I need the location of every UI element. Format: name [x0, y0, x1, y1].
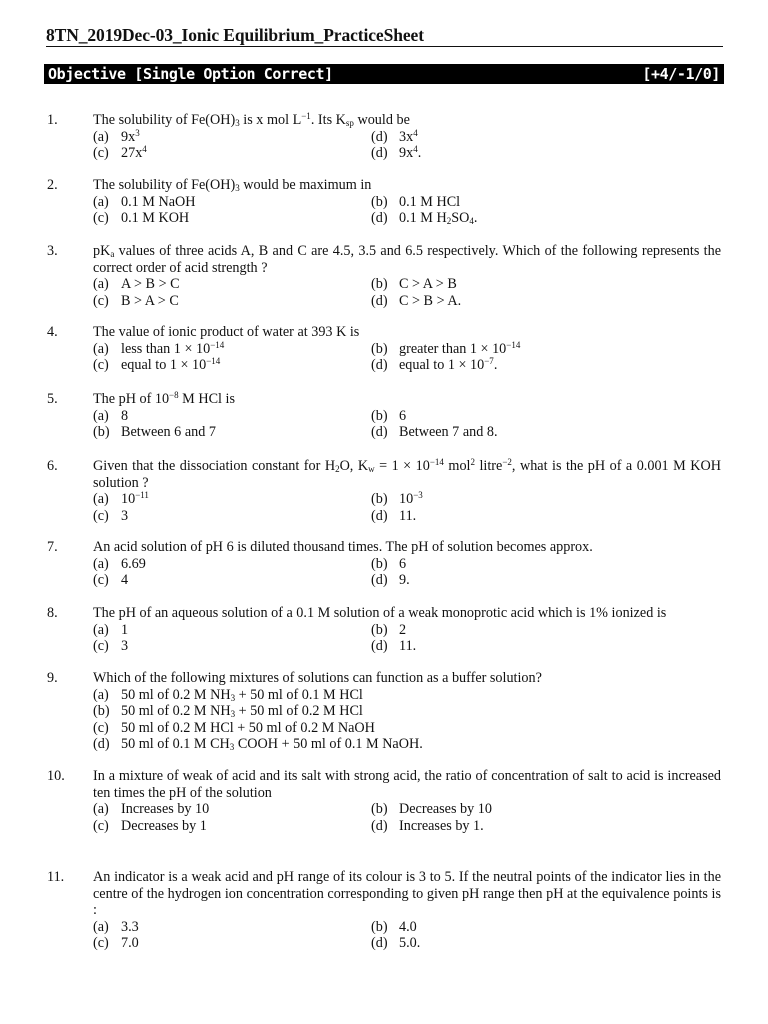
- option-text: 4: [121, 572, 129, 589]
- question-text: Given that the dissociation constant for $H_2O$, $K_w = 1 \times 10^{-14}$ mol$^2$ litre$^{-2}$, what is the pH of a 0.001 M KOH solution ?: [93, 457, 721, 491]
- option-text: C > B > A.: [399, 292, 462, 309]
- answer-option[interactable]: [371, 622, 406, 639]
- option-text: 9.: [399, 572, 410, 589]
- document-title: 8TN_2019Dec-03_Ionic Equilibrium_PracticeSheet: [46, 25, 424, 45]
- answer-option[interactable]: [93, 556, 146, 573]
- answer-option[interactable]: [371, 638, 416, 655]
- option-text: $9x^3$: [121, 127, 140, 145]
- option-text: greater than $1 \times 10^{-14}$: [399, 339, 521, 357]
- option-label: (c): [93, 935, 109, 952]
- option-text: 6: [399, 555, 407, 572]
- answer-option[interactable]: [371, 935, 420, 952]
- answer-option[interactable]: [93, 145, 147, 162]
- answer-option[interactable]: [93, 408, 128, 425]
- question-text: The solubility of $Fe(OH)_3$ is x mol $L^{-1}$. Its $K_{sp}$ would be: [93, 111, 410, 128]
- answer-option[interactable]: [93, 801, 209, 818]
- question-text: An acid solution of pH 6 is diluted thousand times. The pH of solution becomes approx.: [93, 539, 593, 555]
- option-label: (b): [371, 407, 388, 424]
- option-label: (d): [371, 145, 388, 162]
- option-text: $10^{-3}$: [399, 490, 423, 508]
- answer-option[interactable]: [93, 424, 216, 441]
- answer-option[interactable]: [371, 572, 410, 589]
- option-label: (a): [93, 686, 109, 703]
- question-number: 8.: [47, 605, 58, 621]
- option-text: C > A > B: [399, 276, 457, 293]
- option-text: equal to $1 \times 10^{-7}$.: [399, 356, 498, 374]
- option-label: (c): [93, 719, 109, 736]
- answer-option[interactable]: [371, 276, 457, 293]
- option-label: (a): [93, 340, 109, 357]
- option-label: (d): [371, 357, 388, 374]
- section-banner: [44, 64, 724, 84]
- answer-option[interactable]: [93, 818, 207, 835]
- option-text: 0.1 M HCl: [399, 193, 461, 210]
- question-number: 3.: [47, 243, 58, 259]
- option-label: (a): [93, 801, 109, 818]
- answer-option[interactable]: [371, 293, 461, 310]
- option-text: 50 ml of 0.1 M $CH_3$ COOH + 50 ml of 0.1 M NaOH.: [121, 736, 423, 753]
- option-text: less than $1 \times 10^{-14}$: [121, 339, 225, 357]
- answer-option[interactable]: [371, 210, 477, 227]
- answer-option[interactable]: [93, 508, 128, 525]
- answer-option[interactable]: [371, 408, 406, 425]
- answer-option[interactable]: [371, 129, 418, 146]
- option-text: 0.1 M KOH: [121, 210, 190, 227]
- option-label: (b): [371, 918, 388, 935]
- question-number: 11.: [47, 869, 65, 885]
- answer-option[interactable]: [371, 491, 423, 508]
- question-text: An indicator is a weak acid and pH range of its colour is 3 to 5. If the neutral points of the indicator lies in the centre of the hydrogen ion concentration corresponding to given pH range then pH at the equivalence points is :: [93, 869, 721, 919]
- option-label: (b): [371, 276, 388, 293]
- answer-option[interactable]: [93, 687, 363, 704]
- option-text: Between 7 and 8.: [399, 424, 498, 441]
- option-text: $9x^4$.: [399, 144, 422, 162]
- option-text: 11.: [399, 507, 417, 524]
- option-label: (b): [371, 801, 388, 818]
- answer-option[interactable]: [93, 935, 139, 952]
- option-text: A > B > C: [121, 276, 180, 293]
- option-label: (d): [371, 638, 388, 655]
- answer-option[interactable]: [371, 508, 416, 525]
- answer-option[interactable]: [93, 638, 128, 655]
- option-label: (a): [93, 276, 109, 293]
- option-text: $3x^4$: [399, 127, 418, 145]
- option-label: (c): [93, 357, 109, 374]
- answer-option[interactable]: [93, 720, 375, 737]
- option-label: (b): [371, 555, 388, 572]
- option-text: 50 ml of 0.2 M $NH_3 + 50$ ml of 0.2 M HCl: [121, 703, 363, 720]
- option-label: (d): [371, 210, 388, 227]
- option-label: (d): [371, 424, 388, 441]
- question-text: The value of ionic product of water at 393 K is: [93, 324, 360, 340]
- option-text: 6: [399, 407, 407, 424]
- answer-option[interactable]: [371, 145, 421, 162]
- answer-option[interactable]: [371, 424, 498, 441]
- question-text: The pH of an aqueous solution of a 0.1 M solution of a weak monoprotic acid which is 1% ionized is: [93, 605, 667, 621]
- answer-option[interactable]: [93, 276, 180, 293]
- answer-option[interactable]: [371, 357, 497, 374]
- answer-option[interactable]: [93, 129, 140, 146]
- question-number: 7.: [47, 539, 58, 555]
- option-text: 3: [121, 638, 129, 655]
- option-label: (d): [371, 935, 388, 952]
- answer-option[interactable]: [371, 919, 417, 936]
- option-label: (a): [93, 128, 109, 145]
- option-label: (b): [371, 193, 388, 210]
- option-text: 2: [399, 621, 407, 638]
- option-label: (c): [93, 817, 109, 834]
- option-label: (a): [93, 555, 109, 572]
- question-number: 4.: [47, 324, 58, 340]
- option-text: 4.0: [399, 918, 417, 935]
- option-label: (d): [371, 128, 388, 145]
- option-text: Decreases by 10: [399, 801, 492, 818]
- option-label: (b): [371, 491, 388, 508]
- answer-option[interactable]: [93, 194, 195, 211]
- answer-option[interactable]: [93, 210, 189, 227]
- option-label: (d): [371, 507, 388, 524]
- answer-option[interactable]: [93, 491, 149, 508]
- option-label: (b): [371, 621, 388, 638]
- question-text: The pH of $10^{-8}$ M HCl is: [93, 390, 235, 407]
- answer-option[interactable]: [93, 341, 224, 358]
- option-text: B > A > C: [121, 292, 179, 309]
- option-label: (b): [371, 340, 388, 357]
- option-label: (a): [93, 621, 109, 638]
- answer-option[interactable]: [93, 622, 128, 639]
- option-label: (b): [93, 703, 110, 720]
- question-number: 10.: [47, 768, 65, 784]
- question-text: In a mixture of weak of acid and its salt with strong acid, the ratio of concentration of salt to acid is increased ten times the pH of the solution: [93, 768, 721, 801]
- option-label: (d): [371, 817, 388, 834]
- option-text: 11.: [399, 638, 417, 655]
- option-text: 50 ml of 0.2 M $NH_3 + 50$ ml of 0.1 M HCl: [121, 686, 363, 703]
- option-label: (c): [93, 507, 109, 524]
- option-text: Decreases by 1: [121, 817, 207, 834]
- option-text: 6.69: [121, 555, 146, 572]
- section-label: Objective [Single Option Correct]: [48, 65, 333, 83]
- option-text: 50 ml of 0.2 M HCl + 50 ml of 0.2 M NaOH: [121, 719, 375, 736]
- option-text: equal to $1 \times 10^{-14}$: [121, 356, 221, 374]
- option-label: (b): [93, 424, 110, 441]
- option-label: (d): [371, 292, 388, 309]
- question-number: 6.: [47, 458, 58, 474]
- question-number: 2.: [47, 177, 58, 193]
- question-number: 5.: [47, 391, 58, 407]
- option-label: (a): [93, 918, 109, 935]
- option-label: (d): [93, 736, 110, 753]
- option-text: 0.1 M NaOH: [121, 193, 196, 210]
- option-label: (a): [93, 193, 109, 210]
- answer-option[interactable]: [371, 341, 520, 358]
- answer-option[interactable]: [371, 556, 406, 573]
- answer-option[interactable]: [93, 703, 363, 720]
- option-text: 0.1 M $H_2SO_4$.: [399, 210, 478, 227]
- option-label: (c): [93, 145, 109, 162]
- answer-option[interactable]: [93, 736, 423, 753]
- option-label: (a): [93, 491, 109, 508]
- option-text: 1: [121, 621, 129, 638]
- question-number: 9.: [47, 670, 58, 686]
- answer-option[interactable]: [93, 572, 128, 589]
- option-text: $10^{-11}$: [121, 490, 149, 508]
- option-text: $27x^4$: [121, 144, 147, 162]
- option-label: (a): [93, 407, 109, 424]
- option-text: 8: [121, 407, 129, 424]
- option-label: (c): [93, 292, 109, 309]
- question-text: $pK_a$ values of three acids A, B and C are 4.5, 3.5 and 6.5 respectively. Which of the following represents the correct order of acid strength ?: [93, 243, 721, 276]
- answer-option[interactable]: [93, 357, 220, 374]
- question-number: 1.: [47, 112, 58, 128]
- title-underline: [46, 46, 723, 47]
- option-text: 3.3: [121, 918, 139, 935]
- option-text: 5.0.: [399, 935, 421, 952]
- option-label: (c): [93, 638, 109, 655]
- marking-scheme: [+4/-1/0]: [642, 65, 720, 83]
- option-label: (c): [93, 210, 109, 227]
- question-text: Which of the following mixtures of solutions can function as a buffer solution?: [93, 670, 542, 686]
- answer-option[interactable]: [371, 818, 484, 835]
- answer-option[interactable]: [371, 801, 492, 818]
- option-text: Between 6 and 7: [121, 424, 216, 441]
- question-text: The solubility of $Fe(OH)_3$ would be maximum in: [93, 177, 372, 193]
- option-label: (c): [93, 572, 109, 589]
- answer-option[interactable]: [93, 293, 179, 310]
- option-text: 7.0: [121, 935, 139, 952]
- option-text: Increases by 10: [121, 801, 210, 818]
- option-text: 3: [121, 507, 129, 524]
- answer-option[interactable]: [371, 194, 460, 211]
- option-label: (d): [371, 572, 388, 589]
- option-text: Increases by 1.: [399, 817, 484, 834]
- answer-option[interactable]: [93, 919, 139, 936]
